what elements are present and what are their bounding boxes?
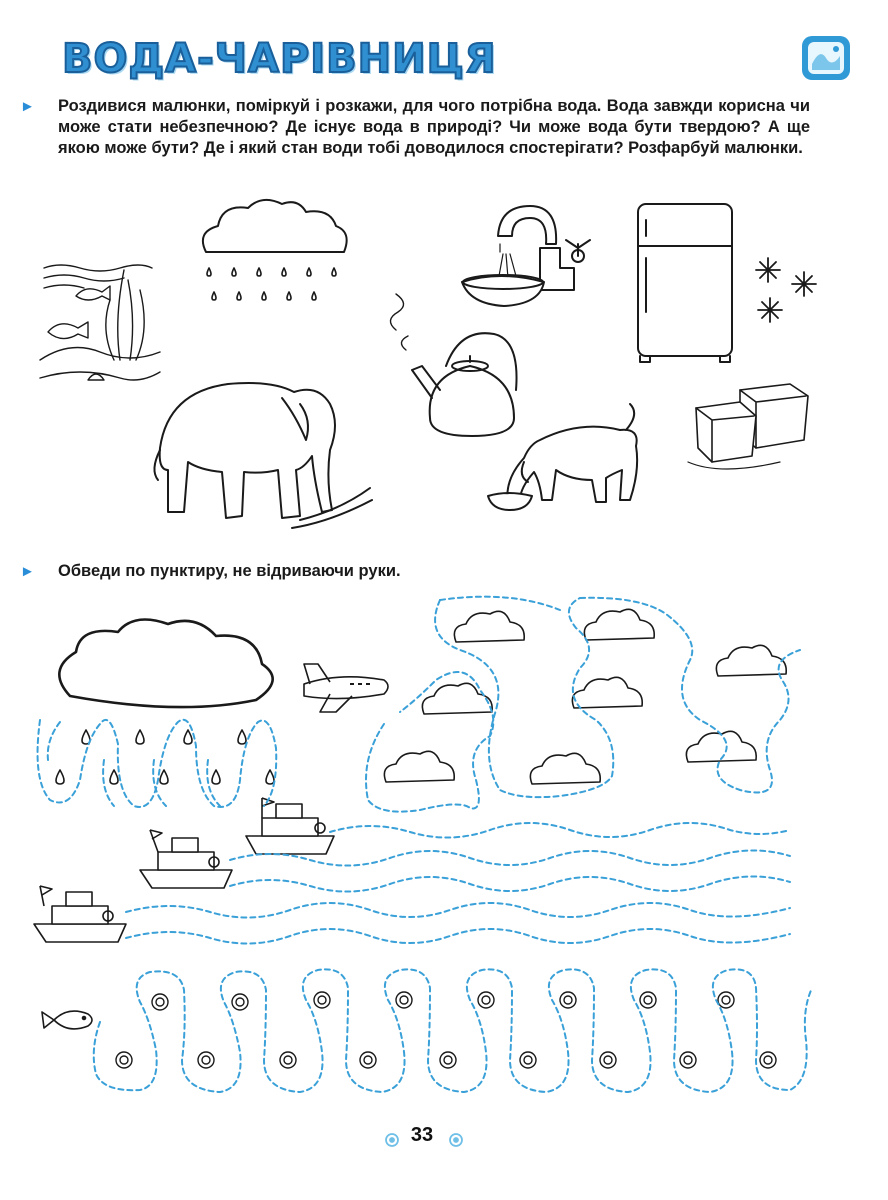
task-arrow-icon: ► [20,563,35,580]
aquarium-icon [40,265,160,380]
bowl-icon [488,493,532,510]
fridge-icon [638,204,732,362]
kettle-icon [390,294,516,436]
dog-icon [507,404,637,504]
boat-icon [246,798,334,854]
bowl-icon [462,275,544,306]
elephant-icon [154,383,372,528]
page-title: ВОДА-ЧАРІВНИЦЯ [62,36,497,82]
page-number: 33 [410,1124,434,1146]
snail-shell-icon [116,992,776,1068]
task-text-2: Обведи по пунктиру, не відриваючи руки. [58,562,401,580]
task-text-1: Роздивися малюнки, поміркуй і розкажи, для чого потрібна вода. Вода завжди корисна чи може стати небезпечною? Де існує вода в природі? Чи може вода бути твердою? А ще якою може бути? Де і який стан води тобі доводилося спостерігати? Розфарбуй малюнки. [58,97,810,157]
boat-icon [140,830,232,888]
ice-icon [688,384,808,469]
cloud-icon [384,609,786,784]
fish-icon [42,1011,92,1029]
raindrop-icon [56,730,274,784]
raindrop-icon [207,268,336,300]
cloud-icon [59,620,272,708]
task-arrow-icon: ► [20,98,35,115]
cloud-icon [203,200,347,252]
boat-icon [34,886,126,942]
snowflake-icon [756,258,816,322]
airplane-icon [304,664,388,712]
